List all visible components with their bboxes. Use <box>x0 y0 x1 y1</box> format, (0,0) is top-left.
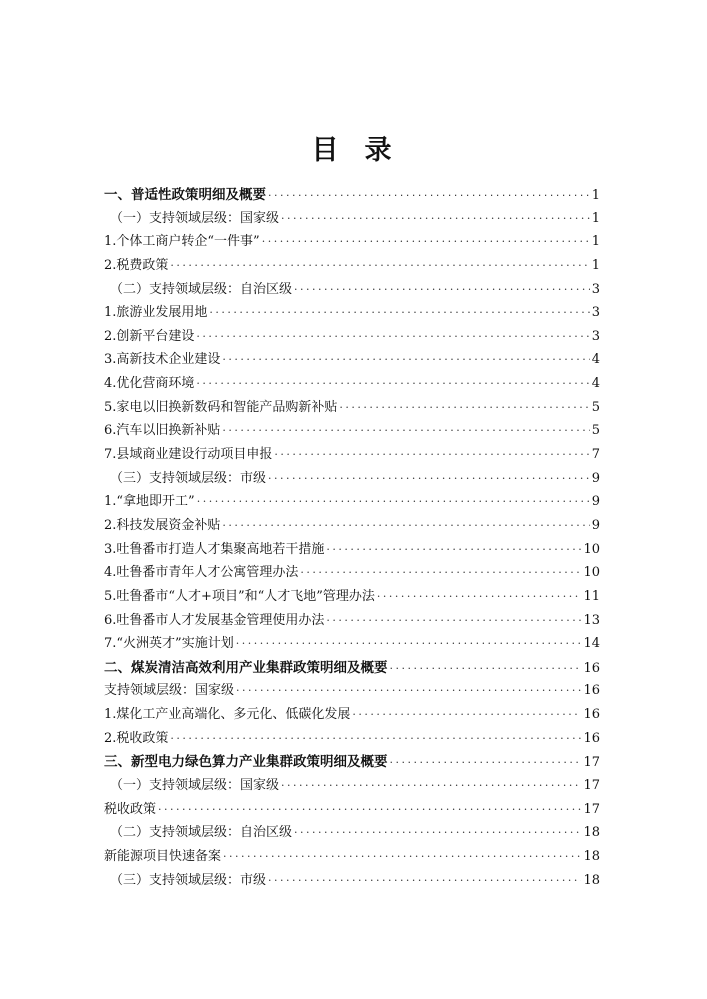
toc-leader-dots <box>236 684 581 697</box>
toc-entry[interactable] <box>104 679 600 703</box>
toc-entry-label: 7.“火洲英才”实施计划 <box>104 636 234 652</box>
toc-entry-page-number: 16 <box>583 707 600 723</box>
toc-entry-page-number: 9 <box>591 517 600 533</box>
toc-entry-label: 税收政策 <box>104 801 157 817</box>
toc-entry-label: 1.煤化工产业高端化、多元化、低碳化发展 <box>104 707 351 723</box>
toc-entry-page-number: 18 <box>583 872 600 888</box>
title-char-2: 录 <box>364 135 396 166</box>
toc-entry-page-number: 9 <box>591 494 600 510</box>
toc-entry-label: 二、煤炭清洁高效利用产业集群政策明细及概要 <box>104 659 388 676</box>
toc-entry-page-number: 4 <box>591 352 600 368</box>
toc-entry-page-number: 18 <box>583 825 600 841</box>
toc-entry[interactable] <box>104 750 600 774</box>
toc-entry[interactable] <box>104 609 600 633</box>
toc-leader-dots <box>196 330 589 343</box>
toc-entry-page-number: 3 <box>591 281 600 297</box>
toc-entry-label: 6.吐鲁番市人才发展基金管理使用办法 <box>104 612 325 628</box>
toc-leader-dots <box>326 614 581 627</box>
toc-entry-page-number: 3 <box>591 305 600 321</box>
toc-entry-label: 一、普适性政策明细及概要 <box>104 187 266 203</box>
toc-entry-label: 3.高新技术企业建设 <box>104 352 221 368</box>
toc-entry-page-number: 11 <box>583 588 600 604</box>
toc-leader-dots <box>377 590 582 603</box>
toc-leader-dots <box>222 424 589 437</box>
toc-entry-page-number: 4 <box>591 376 600 392</box>
toc-entry-page-number: 16 <box>583 683 600 699</box>
toc-entry[interactable] <box>104 372 600 396</box>
toc-entry-page-number: 1 <box>591 188 600 203</box>
toc-entry-label: （一）支持领域层级：国家级 <box>110 778 280 794</box>
toc-leader-dots <box>352 708 581 721</box>
toc-entry-label: 新能源项目快速备案 <box>104 848 222 864</box>
toc-entry[interactable] <box>104 703 600 727</box>
toc-entry-label: （一）支持领域层级：国家级 <box>110 210 280 226</box>
toc-entry[interactable] <box>104 230 600 254</box>
toc-entry-page-number: 16 <box>583 660 600 676</box>
toc-leader-dots <box>170 732 581 745</box>
toc-leader-dots <box>158 803 581 816</box>
toc-entry[interactable] <box>104 278 600 302</box>
toc-entry-page-number: 7 <box>591 447 600 463</box>
toc-entry-label: 1.旅游业发展用地 <box>104 305 208 321</box>
toc-entry-label: 支持领域层级：国家级 <box>104 683 235 699</box>
toc-leader-dots <box>222 353 589 366</box>
toc-entry[interactable] <box>104 514 600 538</box>
toc-leader-dots <box>170 259 589 272</box>
page-title <box>0 128 707 167</box>
toc-leader-dots <box>268 189 590 202</box>
toc-leader-dots <box>390 756 582 769</box>
toc-entry-page-number: 5 <box>591 399 600 415</box>
toc-entry-page-number: 17 <box>583 778 600 794</box>
toc-entry[interactable] <box>104 443 600 467</box>
toc-entry-label: （三）支持领域层级：市级 <box>110 470 267 486</box>
toc-entry-label: （三）支持领域层级：市级 <box>110 872 267 888</box>
toc-entry[interactable] <box>104 538 600 562</box>
toc-leader-dots <box>339 401 589 414</box>
toc-entry-page-number: 17 <box>583 755 600 771</box>
toc-leader-dots <box>294 826 581 839</box>
toc-entry-label: 5.家电以旧换新数码和智能产品购新补贴 <box>104 399 338 415</box>
toc-entry-label: 三、新型电力绿色算力产业集群政策明细及概要 <box>104 754 388 771</box>
toc-leader-dots <box>197 495 590 508</box>
toc-leader-dots <box>281 779 581 792</box>
toc-entry-label: 2.创新平台建设 <box>104 328 195 344</box>
toc-entry[interactable] <box>104 490 600 514</box>
toc-entry-label: 2.税费政策 <box>104 257 169 273</box>
toc-leader-dots <box>268 874 581 887</box>
toc-leader-dots <box>268 472 590 485</box>
toc-entry[interactable] <box>104 727 600 751</box>
toc-entry-label: 7.县域商业建设行动项目申报 <box>104 447 273 463</box>
toc-entry[interactable] <box>104 183 600 207</box>
toc-leader-dots <box>326 543 581 556</box>
toc-entry-label: （二）支持领域层级：自治区级 <box>110 281 293 297</box>
toc-entry[interactable] <box>104 301 600 325</box>
toc-leader-dots <box>209 306 589 319</box>
toc-entry-label: 4.吐鲁番市青年人才公寓管理办法 <box>104 565 299 581</box>
toc-entry-label: 2.税收政策 <box>104 730 169 746</box>
toc-leader-dots <box>262 235 590 248</box>
toc-entry[interactable] <box>104 325 600 349</box>
toc-entry[interactable] <box>104 561 600 585</box>
toc-entry-page-number: 5 <box>591 423 600 439</box>
toc-entry[interactable] <box>104 467 600 491</box>
toc-leader-dots <box>223 850 581 863</box>
toc-entry-page-number: 18 <box>583 848 600 864</box>
toc-entry-label: 2.科技发展资金补贴 <box>104 517 221 533</box>
toc-leader-dots <box>274 448 589 461</box>
toc-entry-label: （二）支持领域层级：自治区级 <box>110 825 293 841</box>
toc-entry[interactable] <box>104 207 600 231</box>
toc-entry[interactable] <box>104 798 600 822</box>
toc-entry[interactable] <box>104 869 600 893</box>
toc-entry-page-number: 10 <box>583 565 600 581</box>
toc-entry-page-number: 1 <box>591 210 600 226</box>
toc-leader-dots <box>281 212 590 225</box>
toc-entry-page-number: 10 <box>583 541 600 557</box>
toc-entry-page-number: 3 <box>591 328 600 344</box>
toc-entry[interactable] <box>104 396 600 420</box>
toc-leader-dots <box>390 662 582 675</box>
toc-entry-label: 1.“拿地即开工” <box>104 494 195 510</box>
toc-entry-page-number: 1 <box>591 257 600 273</box>
toc-entry[interactable] <box>104 656 600 680</box>
toc-entry[interactable] <box>104 348 600 372</box>
toc-entry-page-number: 16 <box>583 730 600 746</box>
toc-entry[interactable] <box>104 821 600 845</box>
toc-leader-dots <box>196 377 589 390</box>
toc-leader-dots <box>300 566 581 579</box>
toc-entry[interactable] <box>104 632 600 656</box>
toc-entry[interactable] <box>104 774 600 798</box>
toc-entry[interactable] <box>104 254 600 278</box>
toc-entry-page-number: 14 <box>583 636 600 652</box>
toc-entry-label: 5.吐鲁番市“人才+项目”和“人才飞地”管理办法 <box>104 588 375 604</box>
toc-entry[interactable] <box>104 419 600 443</box>
toc-leader-dots <box>222 519 589 532</box>
toc-entry-label: 3.吐鲁番市打造人才集聚高地若干措施 <box>104 541 325 557</box>
toc-leader-dots <box>294 283 590 296</box>
toc-entry-label: 1.个体工商户转企“一件事” <box>104 234 260 250</box>
toc-leader-dots <box>236 637 582 650</box>
toc-entry-page-number: 1 <box>591 234 600 250</box>
toc-entry-page-number: 17 <box>583 801 600 817</box>
toc-entry-page-number: 13 <box>583 612 600 628</box>
toc-entry[interactable] <box>104 585 600 609</box>
toc-entry-label: 4.优化营商环境 <box>104 376 195 392</box>
toc-entry-page-number: 9 <box>591 470 600 486</box>
toc-entry[interactable] <box>104 845 600 869</box>
title-char-1: 目 <box>311 135 343 166</box>
toc-entry-label: 6.汽车以旧换新补贴 <box>104 423 221 439</box>
table-of-contents <box>104 183 600 892</box>
